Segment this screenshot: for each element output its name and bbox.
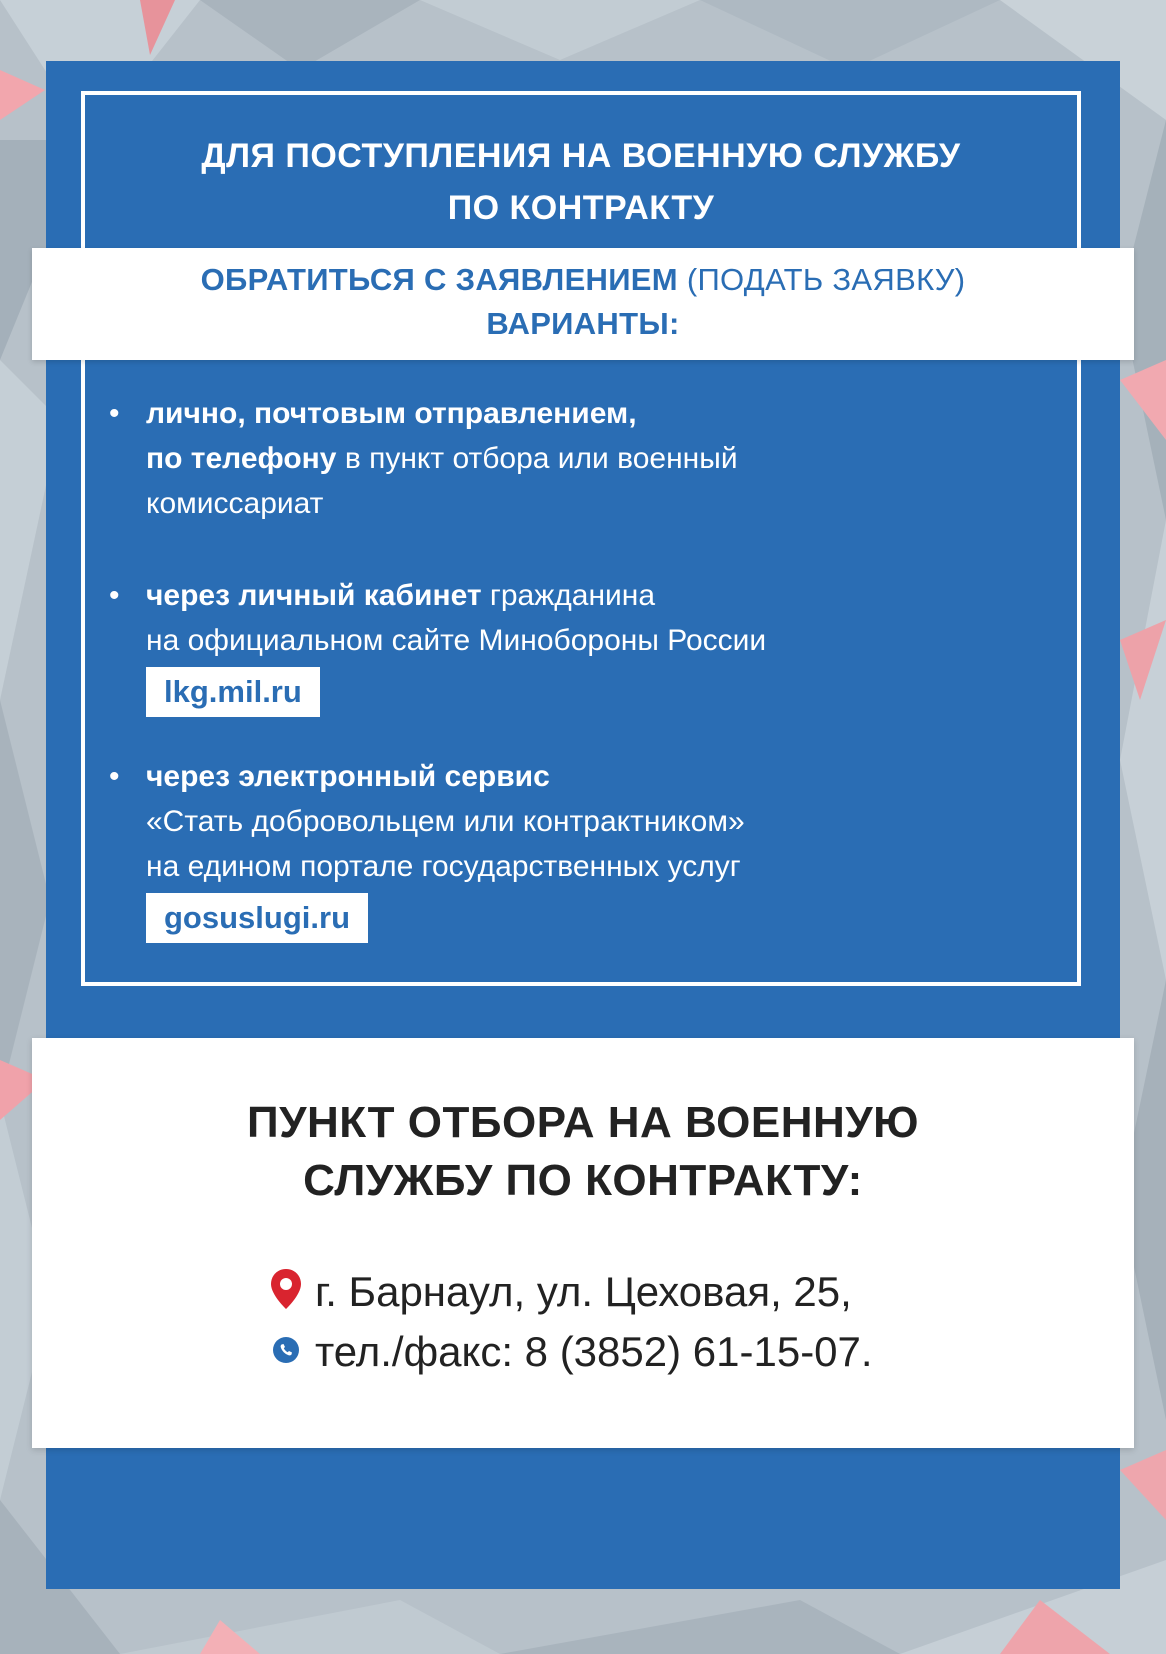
- option-text: в пункт отбора или военный: [336, 442, 738, 475]
- bullet: •: [109, 579, 120, 612]
- selection-point-card: [32, 1038, 1134, 1448]
- apply-heading-normal: (ПОДАТЬ ЗАЯВКУ): [677, 262, 966, 297]
- apply-banner: [32, 248, 1134, 360]
- selection-title-line: ПУНКТ ОТБОРА НА ВОЕННУЮ: [246, 1098, 920, 1147]
- apply-heading-bold: ОБРАТИТЬСЯ С ЗАЯВЛЕНИЕМ: [200, 262, 678, 297]
- bullet: •: [109, 397, 120, 430]
- option-text: на едином портале государственных услуг: [146, 850, 741, 883]
- link-gosuslugi-ru[interactable]: gosuslugi.ru: [146, 893, 368, 943]
- apply-heading: [32, 262, 1134, 298]
- address-text: г. Барнаул, ул. Цеховая, 25,: [315, 1268, 852, 1315]
- title-line: ДЛЯ ПОСТУПЛЕНИЯ НА ВОЕННУЮ СЛУЖБУ: [201, 137, 961, 175]
- selection-title-line: СЛУЖБУ ПО КОНТРАКТУ:: [303, 1156, 863, 1205]
- option-text: «Стать добровольцем или контрактником»: [146, 805, 745, 838]
- variants-label: ВАРИАНТЫ:: [486, 306, 680, 341]
- title-line: ПО КОНТРАКТУ: [447, 189, 715, 227]
- page-title: [81, 130, 1081, 234]
- selection-point-title: [32, 1094, 1134, 1210]
- option-bold: лично, почтовым отправлением,: [146, 397, 637, 430]
- option-in-person: [109, 391, 1066, 526]
- option-text: комиссариат: [146, 487, 324, 520]
- phone-text: тел./факс: 8 (3852) 61-15-07.: [315, 1328, 873, 1375]
- option-bold: по телефону: [146, 442, 337, 475]
- option-bold: через личный кабинет: [146, 579, 482, 612]
- bullet: •: [109, 760, 120, 793]
- map-pin-icon: [269, 1268, 303, 1310]
- option-gosuslugi: [109, 754, 1066, 943]
- phone-icon: [273, 1337, 299, 1363]
- option-text: на официальном сайте Минобороны России: [146, 624, 767, 657]
- option-personal-account: [109, 573, 1066, 717]
- option-text: гражданина: [481, 579, 656, 612]
- option-bold: через электронный сервис: [146, 760, 550, 793]
- link-lkg-mil-ru[interactable]: lkg.mil.ru: [146, 667, 320, 717]
